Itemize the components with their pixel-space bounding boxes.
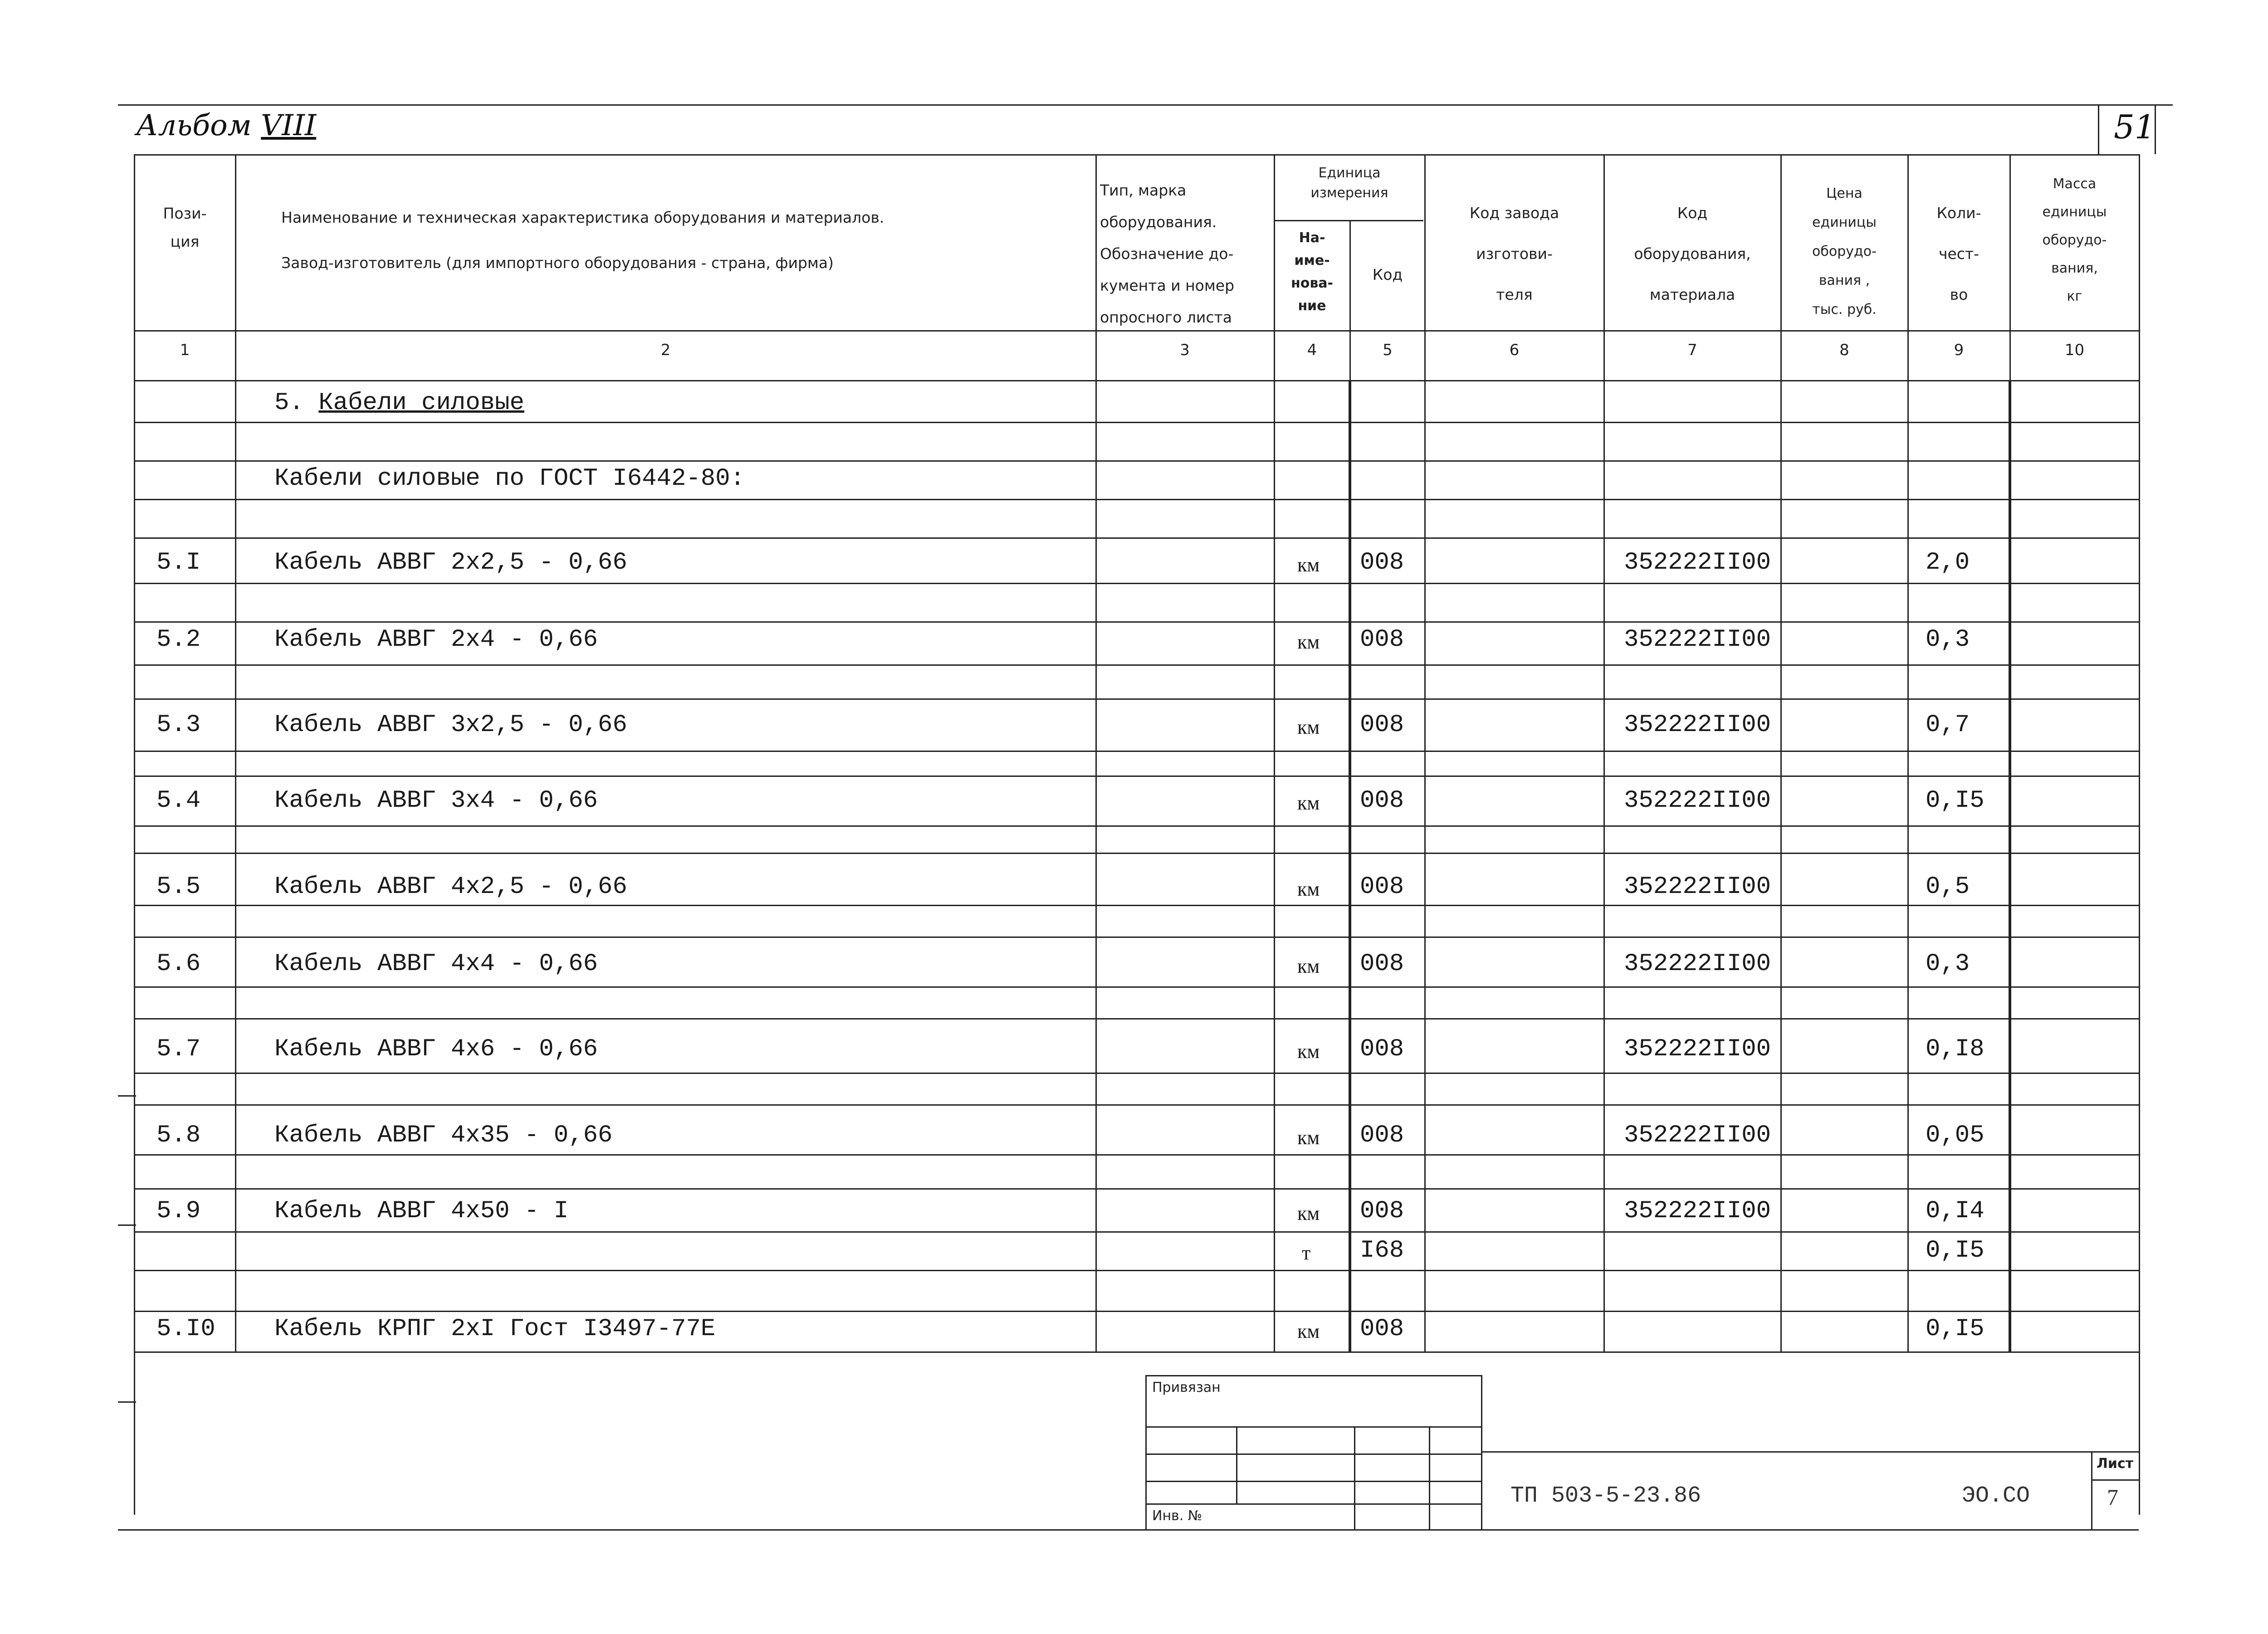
row-unit: км bbox=[1297, 631, 1320, 653]
section-text: Кабели силовые bbox=[318, 389, 524, 417]
header-col8: Цена единицы оборудо- вания , тыс. руб. bbox=[1812, 185, 1877, 317]
row-position: 5.I0 bbox=[156, 1315, 215, 1343]
row-unit: км bbox=[1297, 955, 1320, 977]
col-right-border bbox=[2139, 154, 2140, 1515]
row-material-code: 352222II00 bbox=[1624, 1197, 1771, 1225]
row-code: 008 bbox=[1360, 1122, 1404, 1149]
qty-col-emphasis bbox=[2009, 380, 2011, 1351]
page-number-box-right bbox=[2155, 104, 2156, 154]
row-line bbox=[134, 853, 2139, 854]
row-unit: км bbox=[1297, 554, 1320, 576]
header-unit-group: Единица измерения bbox=[1310, 165, 1388, 201]
col-divider-8 bbox=[1907, 154, 1909, 1351]
row-material-code: 352222II00 bbox=[1624, 787, 1771, 815]
section-title bbox=[274, 389, 524, 417]
row-quantity: 0,I5 bbox=[1926, 1237, 1984, 1264]
col-divider-3 bbox=[1274, 154, 1275, 1351]
row-name: Кабель КРПГ 2хI Гост I3497-77Е bbox=[274, 1315, 716, 1343]
row-position: 5.7 bbox=[156, 1035, 201, 1063]
row-quantity: 0,5 bbox=[1926, 873, 1970, 901]
column-number-6: 6 bbox=[1509, 341, 1520, 359]
row-code: 008 bbox=[1360, 711, 1404, 739]
row-position: 5.5 bbox=[156, 873, 201, 901]
row-code: I68 bbox=[1360, 1237, 1404, 1264]
stamp-cell-divider bbox=[1354, 1426, 1355, 1529]
header-col10: Масса единицы оборудо- вания, кг bbox=[2042, 176, 2107, 304]
album-prefix: Альбом bbox=[136, 109, 252, 142]
row-line bbox=[134, 1311, 2139, 1312]
row-name: Кабель АВВГ 4х35 - 0,66 bbox=[274, 1122, 613, 1149]
row-line bbox=[134, 422, 2139, 423]
row-line bbox=[134, 1073, 2139, 1074]
row-quantity: 0,3 bbox=[1926, 626, 1970, 654]
row-line bbox=[134, 825, 2139, 827]
header-col9: Коли- чест- во bbox=[1936, 204, 1981, 303]
row-line bbox=[134, 1154, 2139, 1156]
page-number-box-left bbox=[2098, 104, 2099, 154]
row-material-code: 352222II00 bbox=[1624, 626, 1771, 654]
row-unit: км bbox=[1297, 792, 1320, 814]
header-col7: Код оборудования, материала bbox=[1634, 204, 1751, 303]
row-code: 008 bbox=[1360, 1197, 1404, 1225]
sheet-box-left bbox=[2091, 1451, 2092, 1529]
table-bottom-border bbox=[134, 1351, 2139, 1353]
top-rule bbox=[118, 104, 2173, 106]
table-top-border bbox=[134, 154, 2139, 156]
row-code: 008 bbox=[1360, 626, 1404, 654]
album-roman: VIII bbox=[261, 109, 317, 142]
row-code: 008 bbox=[1360, 873, 1404, 901]
row-line bbox=[134, 537, 2139, 539]
document-code: ТП 503-5-23.86 bbox=[1510, 1483, 1701, 1509]
col-divider-7 bbox=[1780, 154, 1782, 1351]
header-col5: Код bbox=[1372, 266, 1403, 283]
column-number-5: 5 bbox=[1383, 341, 1393, 359]
row-line bbox=[134, 1270, 2139, 1271]
stamp-inv-number: Инв. № bbox=[1152, 1508, 1202, 1524]
row-quantity: 0,I5 bbox=[1926, 787, 1984, 815]
row-material-code: 352222II00 bbox=[1624, 711, 1771, 739]
row-position: 5.I bbox=[156, 549, 201, 576]
row-position: 5.4 bbox=[156, 787, 201, 815]
stamp-line bbox=[1145, 1503, 1481, 1505]
row-unit: км bbox=[1297, 1040, 1320, 1063]
row-quantity: 0,7 bbox=[1926, 711, 1970, 739]
colnum-bottom-border bbox=[134, 380, 2139, 381]
sheet-number: 7 bbox=[2107, 1484, 2118, 1510]
row-unit: км bbox=[1297, 1127, 1320, 1149]
row-name: Кабель АВВГ 4х4 - 0,66 bbox=[274, 950, 598, 978]
code-col-emphasis bbox=[1349, 380, 1351, 1351]
row-name: Кабель АВВГ 3х2,5 - 0,66 bbox=[274, 711, 627, 739]
header-col4: На- име- нова- ние bbox=[1290, 230, 1334, 314]
stamp-top-line bbox=[1145, 1375, 1481, 1376]
column-number-3: 3 bbox=[1180, 341, 1190, 359]
row-position: 5.3 bbox=[156, 711, 201, 739]
row-name: Кабель АВВГ 4х50 - I bbox=[274, 1197, 569, 1225]
row-code: 008 bbox=[1360, 549, 1404, 576]
row-line bbox=[134, 460, 2139, 462]
row-line bbox=[134, 751, 2139, 752]
row-line bbox=[134, 664, 2139, 666]
sheet-box-divider bbox=[2091, 1479, 2139, 1481]
stamp-line bbox=[1145, 1481, 1481, 1482]
row-position: 5.6 bbox=[156, 950, 201, 978]
row-unit: км bbox=[1297, 878, 1320, 900]
row-material-code: 352222II00 bbox=[1624, 950, 1771, 978]
column-number-9: 9 bbox=[1954, 341, 1964, 359]
row-quantity: 0,I8 bbox=[1926, 1035, 1984, 1063]
col-divider-1 bbox=[235, 154, 236, 1351]
row-unit: км bbox=[1297, 1202, 1320, 1224]
row-line bbox=[134, 1018, 2139, 1019]
row-line bbox=[134, 583, 2139, 584]
section-number: 5. bbox=[274, 389, 304, 417]
header-col1: Пози- ция bbox=[163, 205, 207, 250]
stamp-line bbox=[1145, 1454, 1481, 1455]
sheet-label: Лист bbox=[2097, 1456, 2134, 1472]
row-unit: км bbox=[1297, 1320, 1320, 1342]
row-name: Кабель АВВГ 4х2,5 - 0,66 bbox=[274, 873, 627, 901]
row-position: 5.9 bbox=[156, 1197, 201, 1225]
column-number-10: 10 bbox=[2064, 341, 2085, 359]
stamp-cell-divider bbox=[1429, 1426, 1430, 1529]
column-number-8: 8 bbox=[1839, 341, 1849, 359]
row-position: 5.8 bbox=[156, 1122, 201, 1149]
row-code: 008 bbox=[1360, 1035, 1404, 1063]
row-quantity: 0,I5 bbox=[1926, 1315, 1984, 1343]
row-quantity: 2,0 bbox=[1926, 549, 1970, 576]
stamp-line bbox=[1145, 1426, 1481, 1428]
row-name: Кабель АВВГ 2х2,5 - 0,66 bbox=[274, 549, 627, 576]
column-number-1: 1 bbox=[180, 341, 190, 359]
row-code: 008 bbox=[1360, 1315, 1404, 1343]
unit-group-divider bbox=[1274, 220, 1423, 221]
stamp-left-line bbox=[1145, 1375, 1147, 1529]
row-material-code: 352222II00 bbox=[1624, 1122, 1771, 1149]
album-label bbox=[136, 109, 316, 142]
column-number-2: 2 bbox=[660, 341, 671, 359]
stamp-privyazan: Привязан bbox=[1152, 1380, 1221, 1395]
row-line bbox=[134, 1188, 2139, 1190]
margin-tick bbox=[118, 1224, 136, 1226]
row-line bbox=[134, 986, 2139, 988]
row-material-code: 352222II00 bbox=[1624, 1035, 1771, 1063]
col-divider-5 bbox=[1424, 154, 1426, 1351]
row-material-code: 352222II00 bbox=[1624, 873, 1771, 901]
doc-code-top-line bbox=[1481, 1451, 2139, 1453]
row-line bbox=[134, 905, 2139, 906]
row-name: Кабель АВВГ 3х4 - 0,66 bbox=[274, 787, 598, 815]
margin-tick bbox=[118, 1401, 136, 1403]
col-divider-2 bbox=[1095, 154, 1097, 1351]
section-code: ЭО.СО bbox=[1962, 1483, 2030, 1509]
stamp-cell-divider bbox=[1236, 1426, 1237, 1503]
row-quantity: 0,3 bbox=[1926, 950, 1970, 978]
page-number: 51 bbox=[2114, 108, 2156, 146]
row-code: 008 bbox=[1360, 950, 1404, 978]
row-line bbox=[134, 776, 2139, 777]
row-line bbox=[134, 621, 2139, 623]
row-quantity: 0,I4 bbox=[1926, 1197, 1984, 1225]
row-line bbox=[134, 1104, 2139, 1106]
column-number-7: 7 bbox=[1687, 341, 1697, 359]
section-subtitle: Кабели силовые по ГОСТ I6442-80: bbox=[274, 465, 745, 493]
row-line bbox=[134, 1231, 2139, 1233]
row-code: 008 bbox=[1360, 787, 1404, 815]
margin-tick bbox=[118, 1095, 136, 1097]
row-position: 5.2 bbox=[156, 626, 201, 654]
row-line bbox=[134, 698, 2139, 700]
column-number-4: 4 bbox=[1307, 341, 1317, 359]
row-material-code: 352222II00 bbox=[1624, 549, 1771, 576]
row-line bbox=[134, 499, 2139, 500]
row-name: Кабель АВВГ 2х4 - 0,66 bbox=[274, 626, 598, 654]
row-unit: т bbox=[1302, 1242, 1311, 1264]
row-name: Кабель АВВГ 4х6 - 0,66 bbox=[274, 1035, 598, 1063]
row-unit: км bbox=[1297, 716, 1320, 738]
row-line bbox=[134, 937, 2139, 938]
row-quantity: 0,05 bbox=[1926, 1122, 1984, 1149]
col-divider-6 bbox=[1603, 154, 1605, 1351]
page-bottom-rule bbox=[118, 1529, 2139, 1531]
header-col3: Тип, марка оборудования. Обозначение до- кумента и номер опросного листа bbox=[1100, 181, 1235, 326]
header-col6: Код завода изготови- теля bbox=[1469, 204, 1559, 303]
header-col2: Наименование и техническая характеристика оборудования и материалов. Завод-изготовитель (для импортного оборудования - страна, фирма) bbox=[281, 209, 885, 272]
